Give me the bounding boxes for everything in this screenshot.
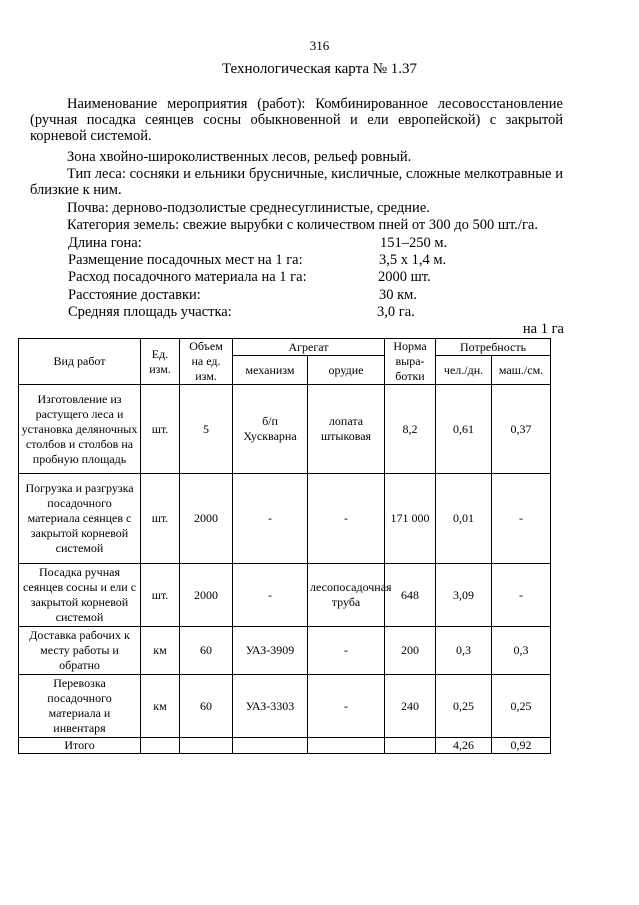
cell-norm: 8,2 (385, 385, 436, 474)
cell-tool: - (308, 675, 385, 738)
cell-tool: лопата штыковая (308, 385, 385, 474)
cell-machine-shifts: 0,37 (492, 385, 551, 474)
cell-tool: - (308, 474, 385, 564)
cell-man-days: 0,25 (436, 675, 492, 738)
total-row (19, 738, 551, 754)
header-machine-shifts: маш./см. (492, 356, 551, 385)
land-category-paragraph: Категория земель: свежие вырубки с количеством пней от 300 до 500 шт./га. (67, 217, 538, 233)
parameter-label: Расход посадочного материала на 1 га: (68, 269, 307, 285)
cell-norm: 648 (385, 564, 436, 627)
cell-mechanism: - (233, 474, 308, 564)
cell-work: Посадка ручная сеянцев сосны и ели с закрытой корневой системой (19, 564, 141, 627)
parameter-label: Средняя площадь участка: (68, 304, 232, 320)
cell-machine-shifts: 0,25 (492, 675, 551, 738)
cell-man-days: 0,01 (436, 474, 492, 564)
header-norm: Норма выра-ботки (385, 339, 436, 385)
header-aggregate: Агрегат (233, 339, 385, 356)
parameter-value: 30 км. (379, 287, 417, 303)
total-empty-cell (180, 738, 233, 754)
cell-volume: 60 (180, 675, 233, 738)
table-row (19, 627, 551, 675)
parameter-value: 2000 шт. (378, 269, 431, 285)
total-machine-shifts: 0,92 (492, 738, 551, 754)
cell-unit: шт. (141, 474, 180, 564)
cell-machine-shifts: 0,3 (492, 627, 551, 675)
header-tool: орудие (308, 356, 385, 385)
table-row (19, 385, 551, 474)
cell-unit: шт. (141, 385, 180, 474)
parameter-value: 151–250 м. (380, 235, 448, 251)
cell-mechanism: - (233, 564, 308, 627)
header-need: Потребность (436, 339, 551, 356)
header-mechanism: механизм (233, 356, 308, 385)
cell-work: Погрузка и разгрузка посадочного материала сеянцев с закрытой корневой системой (19, 474, 141, 564)
cell-man-days: 3,09 (436, 564, 492, 627)
cell-mechanism: УАЗ-3303 (233, 675, 308, 738)
soil-paragraph: Почва: дерново-подзолистые среднесуглинистые, средние. (67, 200, 430, 216)
per-hectare-note: на 1 га (522, 321, 564, 337)
parameter-row (68, 287, 568, 303)
activity-name-paragraph: Наименование мероприятия (работ): Комбинированное лесовосстановление (ручная посадка сеянцев сосны обыкновенной и ели европейской) с закрытой корневой системой. (30, 96, 563, 144)
header-work-type: Вид работ (19, 339, 141, 385)
parameter-label: Длина гона: (68, 235, 142, 251)
total-empty-cell (308, 738, 385, 754)
header-volume: Объем на ед. изм. (180, 339, 233, 385)
cell-tool: лесопосадочная труба (308, 564, 385, 627)
document-title: Технологическая карта № 1.37 (221, 61, 418, 77)
cell-man-days: 0,61 (436, 385, 492, 474)
cell-work: Доставка рабочих к месту работы и обратно (19, 627, 141, 675)
cell-machine-shifts: - (492, 564, 551, 627)
parameter-row (68, 235, 568, 251)
cell-mechanism: УАЗ-3909 (233, 627, 308, 675)
cell-norm: 171 000 (385, 474, 436, 564)
forest-type-paragraph: Тип леса: сосняки и ельники брусничные, кисличные, сложные мелкотравные и близкие к ним. (30, 166, 563, 198)
forest-zone-paragraph: Зона хвойно-широколиственных лесов, рельеф ровный. (67, 149, 412, 165)
parameter-label: Размещение посадочных мест на 1 га: (68, 252, 303, 268)
table-row (19, 564, 551, 627)
cell-machine-shifts: - (492, 474, 551, 564)
page-number: 316 (309, 38, 330, 53)
cell-work: Перевозка посадочного материала и инвентаря (19, 675, 141, 738)
cell-volume: 60 (180, 627, 233, 675)
parameter-row (68, 252, 568, 268)
cell-unit: км (141, 675, 180, 738)
parameter-row (68, 269, 568, 285)
cell-volume: 2000 (180, 564, 233, 627)
cell-norm: 200 (385, 627, 436, 675)
cell-mechanism: б/п Хускварна (233, 385, 308, 474)
total-man-days: 4,26 (436, 738, 492, 754)
total-empty-cell (385, 738, 436, 754)
cell-volume: 2000 (180, 474, 233, 564)
cell-unit: км (141, 627, 180, 675)
total-empty-cell (141, 738, 180, 754)
total-label: Итого (19, 738, 141, 754)
cell-norm: 240 (385, 675, 436, 738)
table-row (19, 675, 551, 738)
header-unit: Ед. изм. (141, 339, 180, 385)
operations-table (18, 338, 551, 754)
table-row (19, 474, 551, 564)
cell-tool: - (308, 627, 385, 675)
parameter-value: 3,0 га. (377, 304, 415, 320)
parameter-value: 3,5 х 1,4 м. (379, 252, 447, 268)
parameter-row (68, 304, 568, 320)
header-man-days: чел./дн. (436, 356, 492, 385)
cell-unit: шт. (141, 564, 180, 627)
parameter-label: Расстояние доставки: (68, 287, 201, 303)
total-empty-cell (233, 738, 308, 754)
cell-man-days: 0,3 (436, 627, 492, 675)
cell-volume: 5 (180, 385, 233, 474)
cell-work: Изготовление из растущего леса и установка деляночных столбов и столбов на пробную площадь (19, 385, 141, 474)
